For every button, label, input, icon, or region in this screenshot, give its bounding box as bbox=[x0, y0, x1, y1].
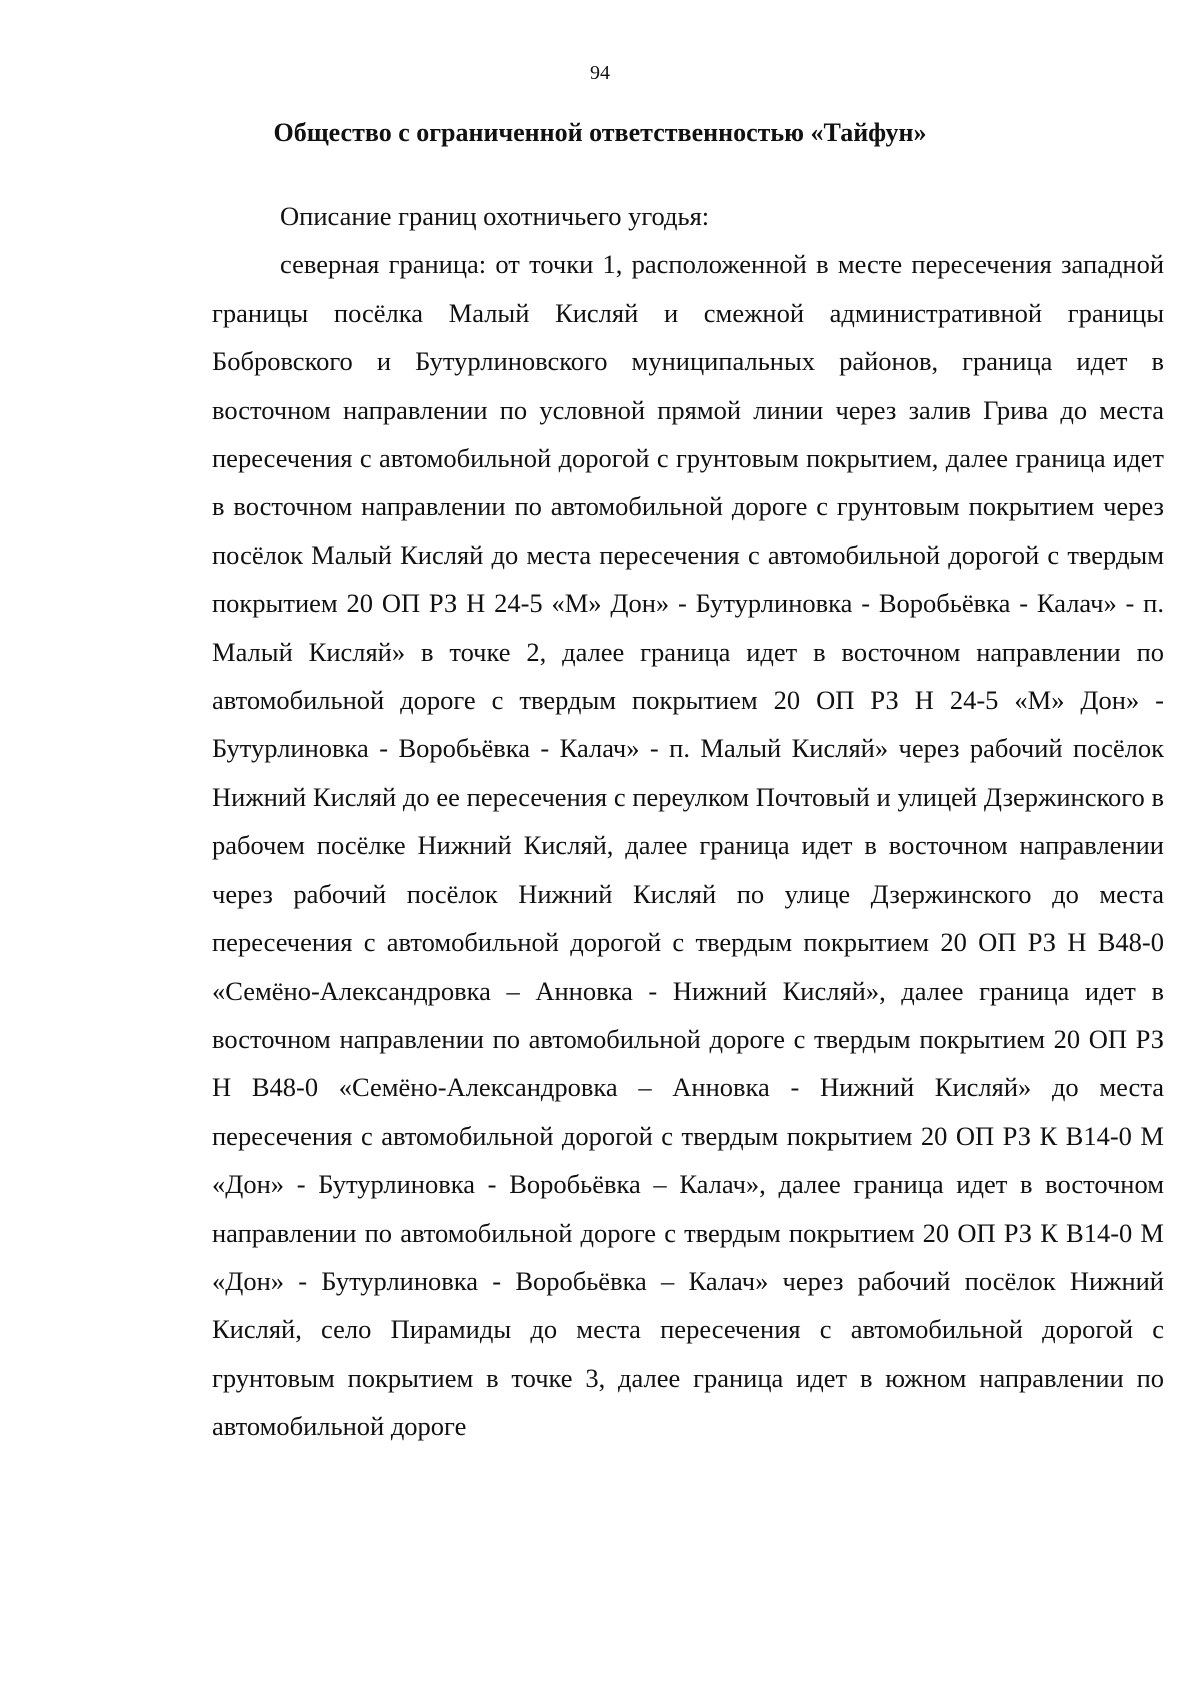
section-heading: Описание границ охотничьего угодья: bbox=[280, 201, 710, 231]
organization-title: Общество с ограниченной ответственностью «Тайфун» bbox=[273, 118, 927, 147]
boundary-description: северная граница: от точки 1, расположенной в месте пересечения западной границы посёлка Малый Кисляй и смежной административной границы Бобровского и Бутурлиновского муниципальных районов, граница идет в восточном направлении по условной прямой линии через залив Грива до места пересечения с автомобильной дорогой с грунтовым покрытием, далее граница идет в восточном направлении по автомобильной дороге с грунтовым покрытием через посёлок Малый Кисляй до места пересечения с автомобильной дорогой с твердым покрытием 20 ОП РЗ Н 24-5 «М» Дон» - Бутурлиновка - Воробьёвка - Калач» - п. Малый Кисляй» в точке 2, далее граница идет в восточном направлении по автомобильной дороге с твердым покрытием 20 ОП РЗ Н 24-5 «М» Дон» - Бутурлиновка - Воробьёвка - Калач» - п. Малый Кисляй» через рабочий посёлок Нижний Кисляй до ее пересечения с переулком Почтовый и улицей Дзержинского в рабочем посёлке Нижний Кисляй, далее граница идет в восточном направлении через рабочий посёлок Нижний Кисляй по улице Дзержинского до места пересечения с автомобильной дорогой с твердым покрытием 20 ОП РЗ Н В48-0 «Семёно-Александровка – Анновка - Нижний Кисляй», далее граница идет в восточном направлении по автомобильной дороге с твердым покрытием 20 ОП РЗ Н В48-0 «Семёно-Александровка – Анновка - Нижний Кисляй» до места пересечения с автомобильной дорогой с твердым покрытием 20 ОП РЗ К В14-0 М «Дон» - Бутурлиновка - Воробьёвка – Калач», далее граница идет в восточном направлении по автомобильной дороге с твердым покрытием 20 ОП РЗ К В14-0 М «Дон» - Бутурлиновка - Воробьёвка – Калач» через рабочий посёлок Нижний Кисляй, село Пирамиды до места пересечения с автомобильной дорогой с грунтовым покрытием в точке 3, далее граница идет в южном направлении по автомобильной дороге bbox=[212, 249, 1164, 1442]
page-number: 94 bbox=[590, 62, 610, 84]
document-body bbox=[212, 192, 1164, 1451]
